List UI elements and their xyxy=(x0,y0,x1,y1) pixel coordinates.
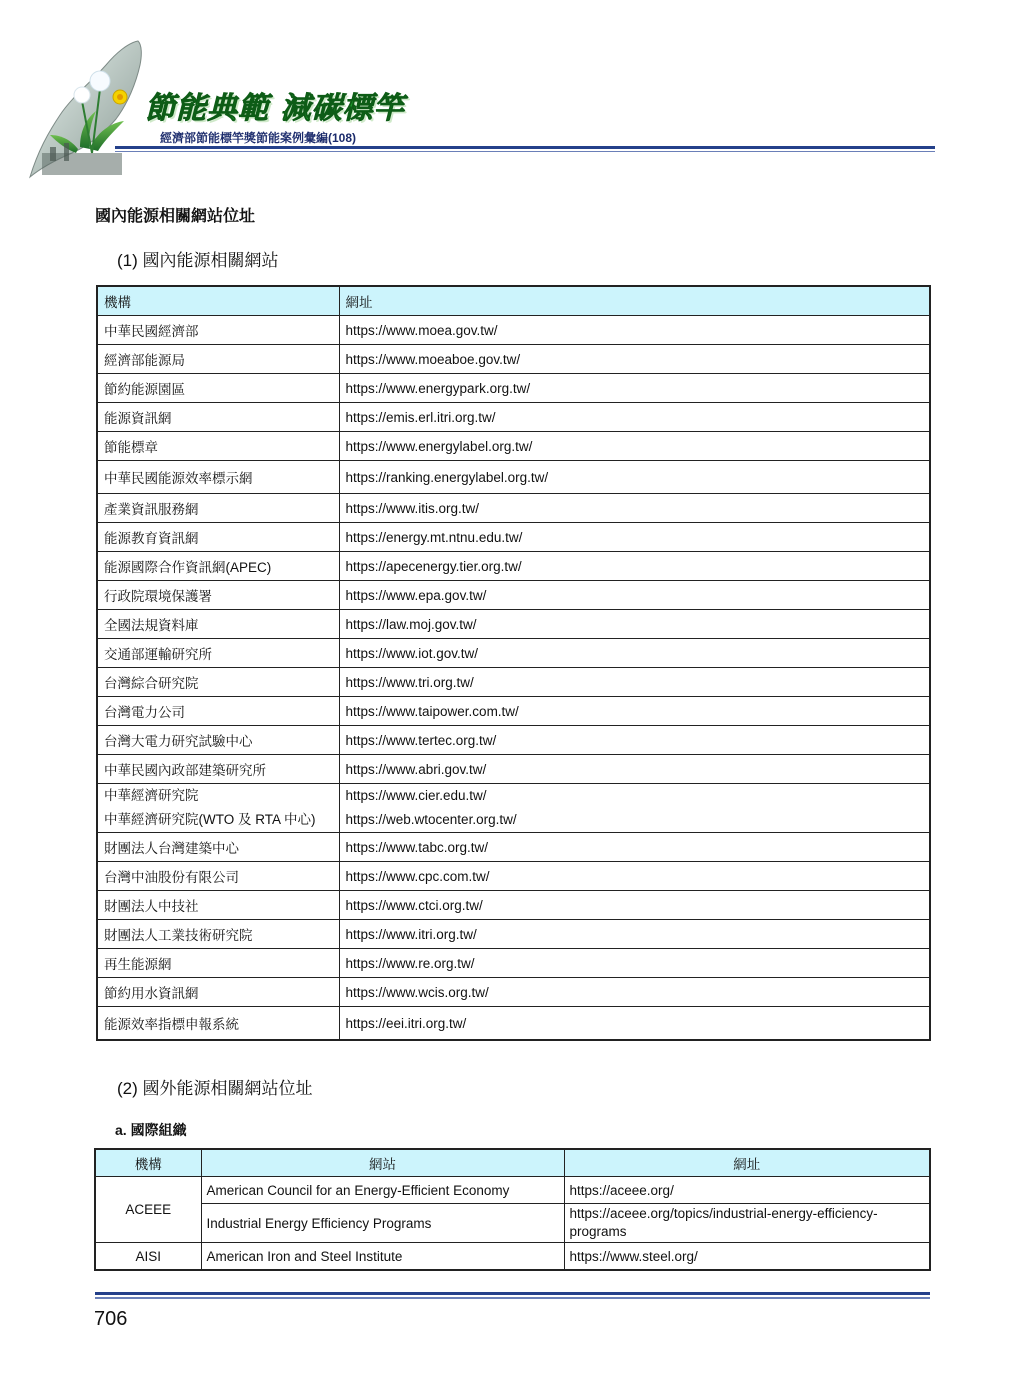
site-cell: American Council for an Energy-Efficient Economy xyxy=(201,1177,564,1204)
table-row xyxy=(95,1243,930,1271)
column-header-org: 機構 xyxy=(95,1149,201,1177)
org-cell: 能源教育資訊網 xyxy=(97,523,339,552)
table-row xyxy=(97,949,930,978)
url-cell[interactable]: https://eei.itri.org.tw/ xyxy=(339,1007,930,1041)
table-row xyxy=(97,639,930,668)
column-header-url: 網址 xyxy=(564,1149,930,1177)
table-header-row xyxy=(95,1149,930,1177)
url-cell[interactable]: https://www.iot.gov.tw/ xyxy=(339,639,930,668)
org-cell: 台灣綜合研究院 xyxy=(97,668,339,697)
url-cell[interactable]: https://www.itri.org.tw/ xyxy=(339,920,930,949)
url-cell[interactable]: https://www.moea.gov.tw/ xyxy=(339,316,930,345)
header-rule xyxy=(115,146,935,149)
column-header-org: 機構 xyxy=(97,286,339,316)
site-cell: Industrial Energy Efficiency Programs xyxy=(201,1204,564,1243)
table-row xyxy=(97,755,930,784)
table-row xyxy=(95,1177,930,1204)
url-cell[interactable]: https://ranking.energylabel.org.tw/ xyxy=(339,461,930,494)
org-cell: 能源國際合作資訊網(APEC) xyxy=(97,552,339,581)
url-cell[interactable]: https://www.ctci.org.tw/ xyxy=(339,891,930,920)
table-row xyxy=(97,920,930,949)
url-cell[interactable]: https://www.abri.gov.tw/ xyxy=(339,755,930,784)
org-cell: 中華民國能源效率標示網 xyxy=(97,461,339,494)
table-row xyxy=(97,552,930,581)
org-cell xyxy=(97,784,339,833)
table-row xyxy=(97,978,930,1007)
table-row xyxy=(97,374,930,403)
table-row xyxy=(97,581,930,610)
url-cell[interactable]: https://emis.erl.itri.org.tw/ xyxy=(339,403,930,432)
org-cell: 能源資訊網 xyxy=(97,403,339,432)
url-cell[interactable]: https://law.moj.gov.tw/ xyxy=(339,610,930,639)
site-cell: American Iron and Steel Institute xyxy=(201,1243,564,1271)
org-cell: 產業資訊服務網 xyxy=(97,494,339,523)
table-row xyxy=(97,345,930,374)
url-cell[interactable]: https://www.tri.org.tw/ xyxy=(339,668,930,697)
url-cell[interactable]: https://www.taipower.com.tw/ xyxy=(339,697,930,726)
footer-rule-thin xyxy=(95,1297,930,1299)
org-cell: 全國法規資料庫 xyxy=(97,610,339,639)
table-row xyxy=(97,833,930,862)
page-header xyxy=(20,35,935,185)
org-cell: 能源效率指標申報系統 xyxy=(97,1007,339,1041)
url-cell[interactable]: https://www.energylabel.org.tw/ xyxy=(339,432,930,461)
column-header-url: 網址 xyxy=(339,286,930,316)
table-row xyxy=(97,461,930,494)
url-cell[interactable] xyxy=(339,784,930,833)
org-cell: 台灣中油股份有限公司 xyxy=(97,862,339,891)
column-header-site: 網站 xyxy=(201,1149,564,1177)
table-row xyxy=(97,403,930,432)
url-cell[interactable]: https://www.energypark.org.tw/ xyxy=(339,374,930,403)
url-cell[interactable]: https://www.cpc.com.tw/ xyxy=(339,862,930,891)
table-row xyxy=(97,432,930,461)
url-cell[interactable]: https://aceee.org/topics/industrial-energy-efficiency-programs xyxy=(564,1204,930,1243)
org-cell: 台灣電力公司 xyxy=(97,697,339,726)
url-cell[interactable]: https://www.itis.org.tw/ xyxy=(339,494,930,523)
table-row xyxy=(95,1204,930,1243)
org-cell: 交通部運輸研究所 xyxy=(97,639,339,668)
org-cell: 財團法人中技社 xyxy=(97,891,339,920)
org-cell: ACEEE xyxy=(95,1177,201,1243)
table-row xyxy=(97,494,930,523)
table-row xyxy=(97,697,930,726)
footer-rule xyxy=(95,1292,930,1295)
org-cell: 節能標章 xyxy=(97,432,339,461)
url-cell[interactable]: https://www.re.org.tw/ xyxy=(339,949,930,978)
foreign-subheading: a. 國際組織 xyxy=(115,1122,187,1138)
table-row xyxy=(97,862,930,891)
header-title: 節能典範 減碳標竿 xyxy=(145,91,405,126)
org-cell: 台灣大電力研究試驗中心 xyxy=(97,726,339,755)
org-cell: 中華民國經濟部 xyxy=(97,316,339,345)
org-line: 中華經濟研究院(WTO 及 RTA 中心) xyxy=(104,812,316,827)
org-cell: 再生能源網 xyxy=(97,949,339,978)
url-cell[interactable]: https://energy.mt.ntnu.edu.tw/ xyxy=(339,523,930,552)
url-cell[interactable]: https://aceee.org/ xyxy=(564,1177,930,1204)
page-number: 706 xyxy=(94,1308,128,1330)
table-row xyxy=(97,784,930,833)
domestic-heading: (1) 國內能源相關網站 xyxy=(117,251,279,270)
org-cell: 財團法人台灣建築中心 xyxy=(97,833,339,862)
section-title: 國內能源相關網站位址 xyxy=(95,208,256,225)
org-cell: 行政院環境保護署 xyxy=(97,581,339,610)
org-cell: 財團法人工業技術研究院 xyxy=(97,920,339,949)
header-subtitle: 經濟部節能標竿獎節能案例彙編(108) xyxy=(160,131,357,145)
table-row xyxy=(97,891,930,920)
table-row xyxy=(97,668,930,697)
domestic-sites-table xyxy=(96,285,931,1041)
url-cell[interactable]: https://apecenergy.tier.org.tw/ xyxy=(339,552,930,581)
table-row xyxy=(97,726,930,755)
header-rule-thin xyxy=(115,151,935,152)
table-row xyxy=(97,1007,930,1041)
url-cell[interactable]: https://www.tertec.org.tw/ xyxy=(339,726,930,755)
table-row xyxy=(97,316,930,345)
foreign-heading: (2) 國外能源相關網站位址 xyxy=(117,1079,313,1098)
url-cell[interactable]: https://www.tabc.org.tw/ xyxy=(339,833,930,862)
table-row xyxy=(97,610,930,639)
org-cell: 中華民國內政部建築研究所 xyxy=(97,755,339,784)
url-line[interactable]: https://www.cier.edu.tw/ xyxy=(345,788,487,803)
org-line: 中華經濟研究院 xyxy=(104,788,199,803)
url-cell[interactable]: https://www.wcis.org.tw/ xyxy=(339,978,930,1007)
url-line[interactable]: https://web.wtocenter.org.tw/ xyxy=(345,812,517,827)
international-orgs-table xyxy=(94,1148,931,1271)
url-cell[interactable]: https://www.steel.org/ xyxy=(564,1243,930,1271)
url-cell[interactable]: https://www.moeaboe.gov.tw/ xyxy=(339,345,930,374)
table-row xyxy=(97,523,930,552)
url-cell[interactable]: https://www.epa.gov.tw/ xyxy=(339,581,930,610)
table-header-row xyxy=(97,286,930,316)
org-cell: 節約能源園區 xyxy=(97,374,339,403)
org-cell: 經濟部能源局 xyxy=(97,345,339,374)
org-cell: AISI xyxy=(95,1243,201,1271)
org-cell: 節約用水資訊網 xyxy=(97,978,339,1007)
